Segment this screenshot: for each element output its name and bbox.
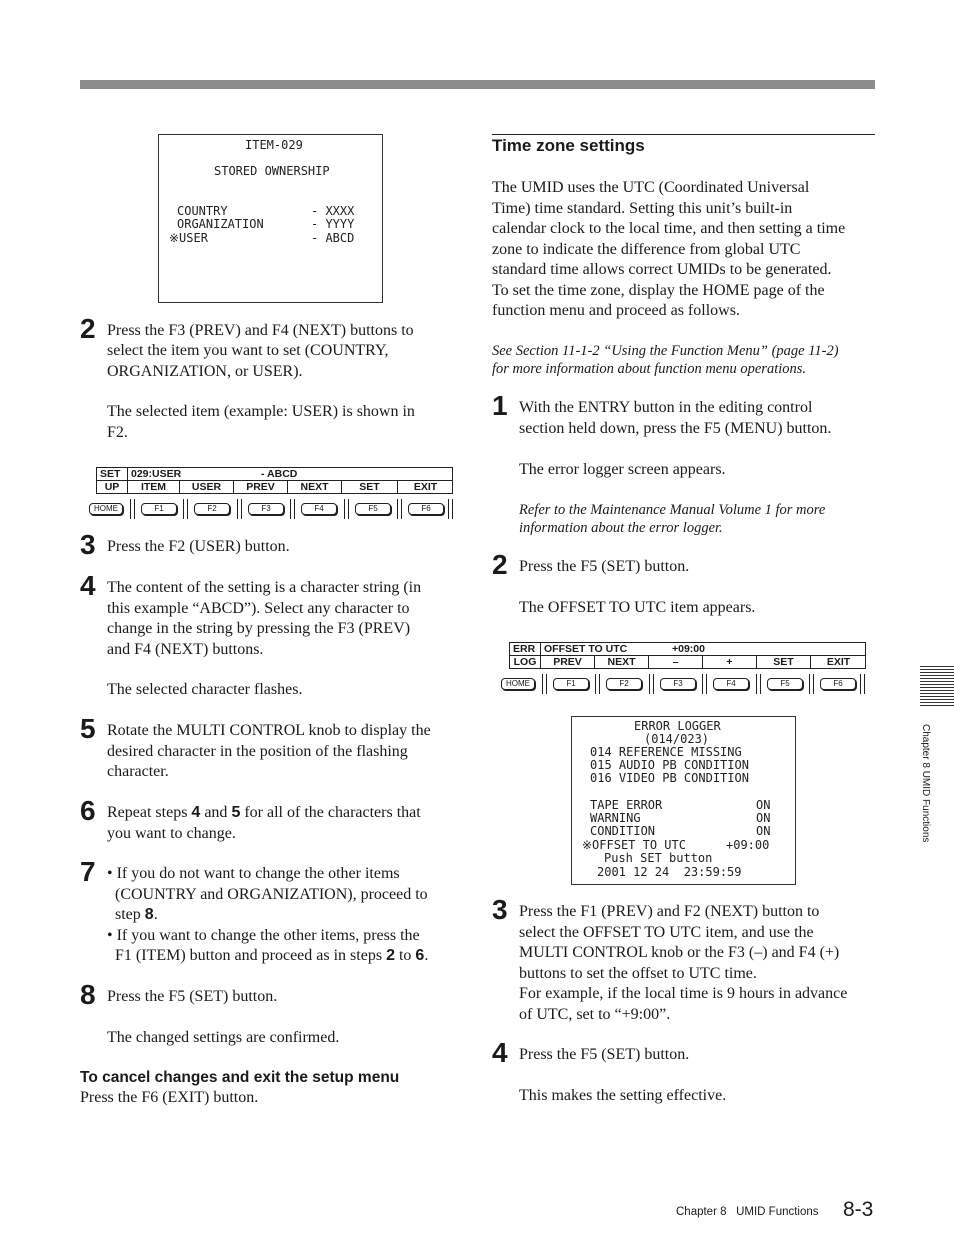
screen-line: ON bbox=[756, 798, 771, 812]
screen-line: TAPE ERROR bbox=[590, 798, 663, 812]
screen-line: ON bbox=[756, 824, 771, 838]
section-rule bbox=[492, 134, 875, 135]
function-keys bbox=[499, 674, 869, 696]
screen-line: 2001 12 24 23:59:59 bbox=[597, 865, 742, 879]
step-number: 7 bbox=[80, 856, 96, 887]
f6-key[interactable]: F6 bbox=[408, 503, 444, 515]
menu-label: 029:USER bbox=[131, 468, 182, 480]
step-text: Press the F5 (SET) button. bbox=[519, 1046, 690, 1063]
body-text: standard time allows correct UMIDs to be generated. bbox=[492, 261, 832, 278]
step-text: select the item you want to set (COUNTRY, bbox=[107, 342, 389, 359]
f5-key[interactable]: F5 bbox=[355, 503, 391, 515]
menu-cell: USER bbox=[179, 481, 233, 494]
f3-key[interactable]: F3 bbox=[248, 503, 284, 515]
step-text: F1 (ITEM) button and proceed as in steps 2 to 6. bbox=[115, 947, 429, 964]
subheading: To cancel changes and exit the setup menu bbox=[80, 1069, 400, 1086]
body-text: zone to indicate the difference from global UTC bbox=[492, 241, 801, 258]
f2-key[interactable]: F2 bbox=[606, 678, 642, 690]
screen-line: 016 VIDEO PB CONDITION bbox=[590, 771, 749, 785]
screen-line: ITEM-029 bbox=[245, 138, 303, 152]
menu-cell: NEXT bbox=[594, 656, 648, 669]
f3-key[interactable]: F3 bbox=[660, 678, 696, 690]
step-number: 6 bbox=[80, 795, 96, 826]
step-text: Repeat steps 4 and 5 for all of the characters that bbox=[107, 804, 421, 821]
menu-label: ERR bbox=[513, 643, 536, 655]
step-text: Press the F5 (SET) button. bbox=[107, 988, 278, 1005]
menu-cell: PREV bbox=[233, 481, 287, 494]
step-text: you want to change. bbox=[107, 825, 236, 842]
menu-label: - ABCD bbox=[261, 468, 298, 480]
header-rule bbox=[80, 80, 875, 89]
reference-note: Refer to the Maintenance Manual Volume 1 for more bbox=[519, 502, 826, 518]
chapter-tab-lines bbox=[920, 666, 954, 708]
menu-cell: PREV bbox=[540, 656, 594, 669]
step-text: • If you want to change the other items, press the bbox=[107, 927, 420, 944]
step-note: The changed settings are confirmed. bbox=[107, 1029, 340, 1046]
step-number: 8 bbox=[80, 979, 96, 1010]
step-number: 3 bbox=[80, 529, 96, 560]
function-keys bbox=[87, 499, 455, 521]
f2-key[interactable]: F2 bbox=[194, 503, 230, 515]
step-number: 5 bbox=[80, 713, 96, 744]
menu-cell: SET bbox=[756, 656, 810, 669]
step-text: Press the F1 (PREV) and F2 (NEXT) button to bbox=[519, 903, 820, 920]
body-text: Time) time standard. Setting this unit’s built-in bbox=[492, 200, 793, 217]
step-number: 1 bbox=[492, 390, 508, 421]
step-text: this example “ABCD”). Select any character to bbox=[107, 600, 410, 617]
step-text: section held down, press the F5 (MENU) button. bbox=[519, 420, 832, 437]
step-number: 4 bbox=[80, 570, 96, 601]
step-text: change in the string by pressing the F3 (PREV) bbox=[107, 620, 411, 637]
body-text: calendar clock to the local time, and then setting a time bbox=[492, 220, 846, 237]
step-text: (COUNTRY and ORGANIZATION), proceed to bbox=[115, 886, 428, 903]
step-text: select the OFFSET TO UTC item, and use the bbox=[519, 924, 814, 941]
screen-line: +09:00 bbox=[726, 838, 770, 852]
step-text: Rotate the MULTI CONTROL knob to display the bbox=[107, 722, 431, 739]
f5-key[interactable]: F5 bbox=[767, 678, 803, 690]
step-note: The error logger screen appears. bbox=[519, 461, 726, 478]
body-text: To set the time zone, display the HOME page of the bbox=[492, 282, 825, 299]
step-number: 2 bbox=[80, 313, 96, 344]
section-heading: Time zone settings bbox=[492, 136, 645, 155]
screen-line: STORED OWNERSHIP bbox=[214, 164, 330, 178]
f1-key[interactable]: F1 bbox=[141, 503, 177, 515]
step-text: Press the F2 (USER) button. bbox=[107, 538, 290, 555]
step-note: The OFFSET TO UTC item appears. bbox=[519, 599, 756, 616]
screen-line: CONDITION bbox=[590, 824, 656, 838]
screen-line: WARNING bbox=[590, 811, 641, 825]
step-text: and F4 (NEXT) buttons. bbox=[107, 641, 264, 658]
step-text: desired character in the position of the flashing bbox=[107, 743, 408, 760]
menu-cell: SET bbox=[341, 481, 397, 494]
body-text: The UMID uses the UTC (Coordinated Universal bbox=[492, 179, 810, 196]
menu-label: +09:00 bbox=[672, 643, 705, 655]
screen-line: 014 REFERENCE MISSING bbox=[590, 745, 742, 759]
menu-cell: EXIT bbox=[810, 656, 866, 669]
step-note: This makes the setting effective. bbox=[519, 1087, 727, 1104]
step-text: Press the F3 (PREV) and F4 (NEXT) buttons to bbox=[107, 322, 414, 339]
screen-line: ORGANIZATION bbox=[177, 217, 264, 231]
screen-line: ※USER bbox=[169, 231, 208, 245]
screen-line: ERROR LOGGER bbox=[634, 719, 721, 733]
f1-key[interactable]: F1 bbox=[553, 678, 589, 690]
menu-cell: LOG bbox=[513, 656, 537, 668]
screen-line: ※OFFSET TO UTC bbox=[582, 838, 686, 852]
screen-line: - XXXX bbox=[311, 204, 355, 218]
screen-line: Push SET button bbox=[604, 851, 713, 865]
step-text: Press the F5 (SET) button. bbox=[519, 558, 690, 575]
step-text: ORGANIZATION, or USER). bbox=[107, 363, 303, 380]
reference-note: See Section 11-1-2 “Using the Function Menu” (page 11-2) bbox=[492, 343, 839, 359]
screen-line: - YYYY bbox=[311, 217, 355, 231]
menu-cell: EXIT bbox=[397, 481, 453, 494]
page-number: 8-3 bbox=[843, 1198, 874, 1221]
menu-cell: UP bbox=[104, 481, 120, 493]
step-text: buttons to set the offset to UTC time. bbox=[519, 965, 757, 982]
f6-key[interactable]: F6 bbox=[820, 678, 856, 690]
error-logger-screen bbox=[571, 716, 796, 885]
screen-line: - ABCD bbox=[311, 231, 355, 245]
home-key[interactable]: HOME bbox=[501, 678, 535, 690]
menu-cell: + bbox=[702, 656, 756, 669]
step-text: step 8. bbox=[115, 906, 158, 923]
footer-chapter: Chapter 8 UMID Functions bbox=[676, 1206, 819, 1218]
step-text: For example, if the local time is 9 hours in advance bbox=[519, 985, 848, 1002]
step-text: With the ENTRY button in the editing control bbox=[519, 399, 813, 416]
function-menu-strip bbox=[96, 467, 453, 494]
f4-key[interactable]: F4 bbox=[713, 678, 749, 690]
menu-cell: NEXT bbox=[287, 481, 341, 494]
step-number: 3 bbox=[492, 894, 508, 925]
step-number: 4 bbox=[492, 1037, 508, 1068]
step-text: character. bbox=[107, 763, 169, 780]
home-key[interactable]: HOME bbox=[89, 503, 123, 515]
menu-label: SET bbox=[100, 468, 121, 480]
step-text: of UTC, set to “+9:00”. bbox=[519, 1006, 671, 1023]
step-text: The content of the setting is a character string (in bbox=[107, 579, 422, 596]
f4-key[interactable]: F4 bbox=[301, 503, 337, 515]
menu-cell: – bbox=[648, 656, 702, 669]
chapter-tab: Chapter 8 UMID Functions bbox=[920, 724, 931, 843]
screen-line: COUNTRY bbox=[177, 204, 228, 218]
reference-note: for more information about function menu operations. bbox=[492, 361, 807, 377]
step-text: • If you do not want to change the other items bbox=[107, 865, 400, 882]
function-menu-strip bbox=[509, 642, 866, 669]
screen-line: ON bbox=[756, 811, 771, 825]
screen-line: 015 AUDIO PB CONDITION bbox=[590, 758, 749, 772]
stored-ownership-screen bbox=[158, 134, 383, 303]
step-note: F2. bbox=[107, 424, 128, 441]
menu-label: OFFSET TO UTC bbox=[544, 643, 628, 655]
screen-line: (014/023) bbox=[644, 732, 710, 746]
body-text: function menu and proceed as follows. bbox=[492, 302, 740, 319]
body-text: Press the F6 (EXIT) button. bbox=[80, 1089, 259, 1106]
reference-note: information about the error logger. bbox=[519, 520, 723, 536]
step-note: The selected character flashes. bbox=[107, 681, 303, 698]
step-note: The selected item (example: USER) is shown in bbox=[107, 403, 415, 420]
menu-cell: ITEM bbox=[127, 481, 179, 494]
step-text: MULTI CONTROL knob or the F3 (–) and F4 (+) bbox=[519, 944, 840, 961]
step-number: 2 bbox=[492, 549, 508, 580]
